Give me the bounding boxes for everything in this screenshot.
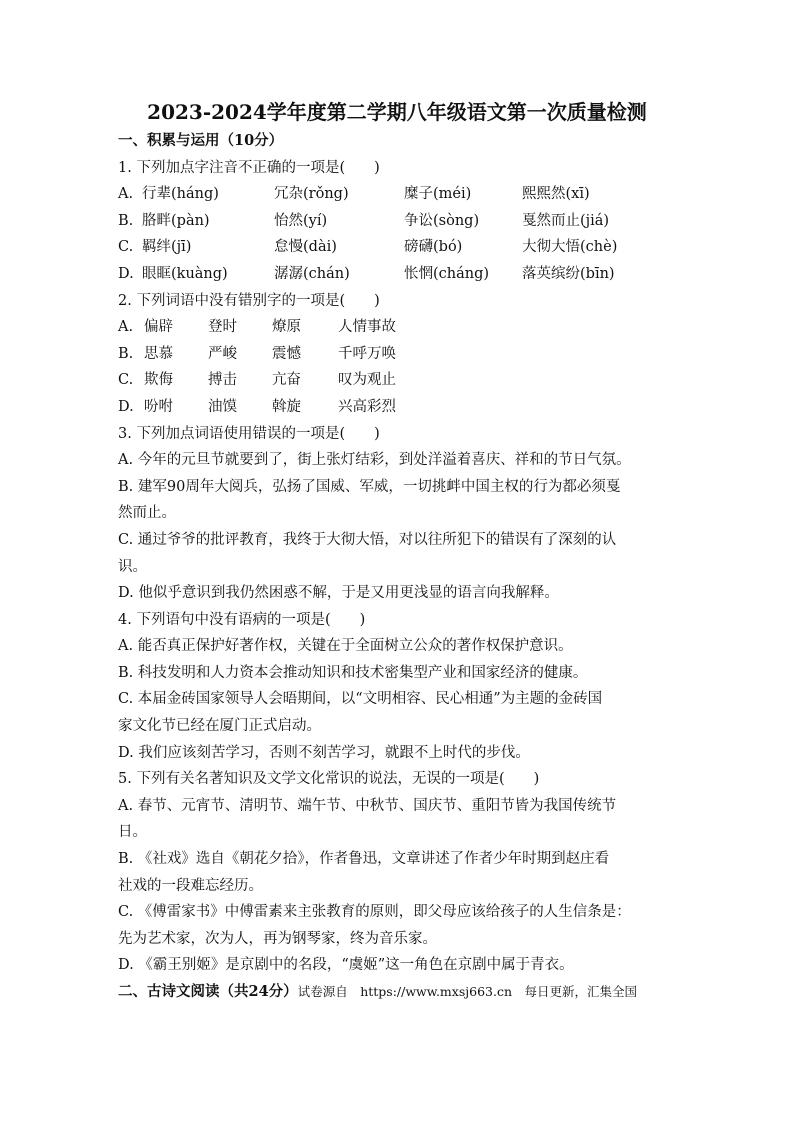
- option-item: 行辈(háng): [142, 186, 219, 203]
- option-item: 兴高彩烈: [338, 398, 396, 415]
- option-item: 眼眶(kuàng): [142, 265, 228, 282]
- option-label: A.: [118, 319, 134, 336]
- option-label: D.: [118, 398, 134, 415]
- option-line: A. 能否真正保护好著作权，关键在于全面树立公众的著作权保护意识。: [118, 638, 573, 655]
- option-line: D. 他似乎意识到我仍然困惑不解，于是又用更浅显的语言向我解释。: [118, 585, 559, 602]
- option-item: 严峻: [208, 345, 237, 362]
- option-item: 人情事故: [338, 319, 396, 336]
- option-line: D. 《霸王别姬》是京剧中的名段，“虞姬”这一角色在京剧中属于青衣。: [118, 957, 574, 974]
- option-row: [118, 261, 692, 288]
- question-stem: 3. 下列加点词语使用错误的一项是( ): [118, 425, 380, 442]
- option-row: [118, 208, 692, 235]
- option-line: 先为艺术家，次为人，再为钢琴家，终为音乐家。: [118, 930, 437, 947]
- option-label: B.: [118, 345, 134, 362]
- option-line: C. 《傅雷家书》中傅雷素来主张教育的原则，即父母应该给孩子的人生信条是：: [118, 904, 631, 921]
- section-heading: 一、积累与运用（10分）: [118, 132, 284, 149]
- option-row: [118, 394, 692, 421]
- option-item: 胳畔(pàn): [142, 212, 210, 229]
- option-label: A.: [118, 186, 134, 203]
- option-item: 燎原: [272, 319, 301, 336]
- option-item: 怡然(yí): [274, 212, 328, 229]
- option-row: [118, 341, 692, 368]
- option-line: 然而止。: [118, 505, 176, 522]
- option-item: 落英缤纷(bīn): [522, 265, 615, 282]
- option-line: A. 春节、元宵节、清明节、端午节、中秋节、国庆节、重阳节皆为我国传统节: [118, 797, 617, 814]
- exam-content: [118, 128, 692, 1006]
- option-item: 偏辟: [144, 319, 173, 336]
- source-note: 试卷源自 https://www.mxsj663.cn 每日更新，汇集全国: [297, 984, 638, 999]
- option-label: C.: [118, 372, 134, 389]
- question-stem: 1. 下列加点字注音不正确的一项是( ): [118, 159, 380, 176]
- option-item: 冗杂(rǒng): [274, 186, 349, 203]
- question-stem: 4. 下列语句中没有语病的一项是( ): [118, 611, 366, 628]
- option-line: C. 本届金砖国家领导人会晤期间，以“文明相容、民心相通”为主题的金砖国: [118, 691, 603, 708]
- option-line: 日。: [118, 824, 147, 841]
- option-line: 识。: [118, 558, 147, 575]
- option-item: 登时: [208, 319, 237, 336]
- option-line: A. 今年的元旦节就要到了，街上张灯结彩，到处洋溢着喜庆、祥和的节日气氛。: [118, 452, 631, 469]
- option-item: 千呼万唤: [338, 345, 396, 362]
- option-line: B. 《社戏》选自《朝花夕拾》，作者鲁迅，文章讲述了作者少年时期到赵庄看: [118, 851, 610, 868]
- option-item: 争讼(sòng): [404, 212, 480, 229]
- question-stem: 2. 下列词语中没有错别字的一项是( ): [118, 292, 380, 309]
- option-line: 家文化节已经在厦门正式启动。: [118, 718, 321, 735]
- option-label: C.: [118, 239, 134, 256]
- option-item: 斡旋: [272, 398, 301, 415]
- option-line: C. 通过爷爷的批评教育，我终于大彻大悟，对以往所犯下的错误有了深刻的认: [118, 531, 617, 548]
- option-item: 潺潺(chán): [274, 265, 350, 282]
- option-line: B. 建军90周年大阅兵，弘扬了国威、军威，一切挑衅中国主权的行为都必须戛: [118, 478, 621, 495]
- option-line: B. 科技发明和人力资本会推动知识和技术密集型产业和国家经济的健康。: [118, 664, 588, 681]
- page-title: 2023-2024学年度第二学期八年级语文第一次质量检测: [147, 100, 647, 124]
- option-item: 欺侮: [144, 372, 173, 389]
- option-line: D. 我们应该刻苦学习，否则不刻苦学习，就跟不上时代的步伐。: [118, 744, 530, 761]
- option-item: 油馍: [208, 398, 237, 415]
- option-item: 戛然而止(jiá): [522, 212, 610, 229]
- option-item: 熙熙然(xī): [522, 186, 590, 203]
- option-item: 叹为观止: [338, 372, 396, 389]
- option-item: 吩咐: [144, 398, 173, 415]
- option-item: 怠慢(dài): [274, 239, 337, 256]
- option-item: 糜子(méi): [404, 186, 472, 203]
- option-item: 搏击: [208, 372, 237, 389]
- option-item: 亢奋: [272, 372, 301, 389]
- question-stem: 5. 下列有关名著知识及文学文化常识的说法，无误的一项是( ): [118, 771, 540, 788]
- option-label: D.: [118, 265, 134, 282]
- option-item: 震憾: [272, 345, 301, 362]
- option-row: [118, 234, 692, 261]
- option-item: 羁绊(jī): [142, 239, 192, 256]
- option-row: [118, 367, 692, 394]
- option-item: 大彻大悟(chè): [522, 239, 618, 256]
- option-line: 社戏的一段难忘经历。: [118, 877, 263, 894]
- option-row: [118, 181, 692, 208]
- section-heading-row: [118, 979, 692, 1006]
- option-item: 怅惘(cháng): [404, 265, 490, 282]
- option-item: 磅礴(bó): [404, 239, 463, 256]
- option-row: [118, 314, 692, 341]
- option-item: 思慕: [144, 345, 173, 362]
- section-heading: 二、古诗文阅读（共24分）: [118, 983, 298, 1000]
- option-label: B.: [118, 212, 134, 229]
